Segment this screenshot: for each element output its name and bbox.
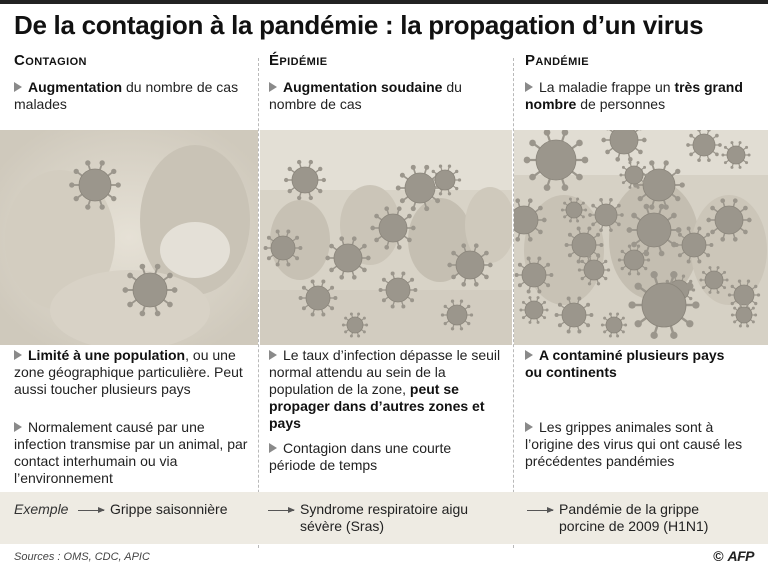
photo-illustration xyxy=(260,130,512,345)
bullet-text: Les grippes animales sont à l’origine des virus qui ont causé les précédentes pandémies xyxy=(525,419,743,469)
intro-bold: Augmentation soudaine xyxy=(283,79,443,95)
triangle-bullet-icon xyxy=(14,422,22,432)
column-epidemie xyxy=(269,52,509,113)
intro-bold: Augmentation xyxy=(28,79,123,95)
arrow-right-icon xyxy=(527,510,553,511)
column-heading: Contagion xyxy=(14,52,87,69)
bullet-text: , ou une zone géographique particulière. Peut aussi toucher plusieurs pays xyxy=(14,347,243,397)
pandemie-bullet-1 xyxy=(525,347,725,381)
triangle-bullet-icon xyxy=(269,82,277,92)
column-intro xyxy=(14,79,254,113)
column-intro xyxy=(525,79,765,113)
crowd-photo-epidemie xyxy=(260,130,512,345)
bullet-text: Contagion dans une courte période de temps xyxy=(269,440,452,473)
page-title: De la contagion à la pandémie : la propagation d’un virus xyxy=(14,10,704,40)
arrow-right-icon xyxy=(78,510,104,511)
intro-text: La maladie frappe un xyxy=(539,79,675,95)
contagion-bullet-2 xyxy=(14,419,249,487)
intro-text: du nombre de cas xyxy=(269,79,462,112)
triangle-bullet-icon xyxy=(525,350,533,360)
example-pandemie: Pandémie de la grippe porcine de 2009 (H1N1) xyxy=(559,501,709,534)
bullet-text: Normalement causé par une infection transmise par un animal, par contact interhumain ou via l’environnement xyxy=(14,419,248,486)
epidemie-bullet-1 xyxy=(269,347,507,432)
column-divider xyxy=(258,58,259,548)
column-divider xyxy=(513,58,514,548)
column-heading: Pandémie xyxy=(525,52,589,69)
triangle-bullet-icon xyxy=(14,350,22,360)
afp-credit xyxy=(713,548,754,564)
example-label: Exemple xyxy=(14,501,69,517)
triangle-bullet-icon xyxy=(14,82,22,92)
bullet-bold: A contaminé plusieurs pays ou continents xyxy=(525,347,725,380)
column-pandemie xyxy=(525,52,765,113)
crowd-photo-pandemie xyxy=(514,130,768,345)
crowd-photo-contagion xyxy=(0,130,258,345)
pandemie-bullet-2 xyxy=(525,419,760,470)
triangle-bullet-icon xyxy=(525,82,533,92)
contagion-bullet-1 xyxy=(14,347,249,398)
top-rule xyxy=(0,0,768,4)
bullet-bold: peut se propager dans d’autres zones et pays xyxy=(269,381,485,431)
bullet-bold: Limité à une population xyxy=(28,347,186,363)
afp-logo: AFP xyxy=(727,548,754,564)
arrow-right-icon xyxy=(268,510,294,511)
triangle-bullet-icon xyxy=(269,443,277,453)
intro-bold: très grand nombre xyxy=(525,79,743,112)
example-contagion: Grippe saisonnière xyxy=(110,501,228,517)
intro-tail: de personnes xyxy=(576,96,666,112)
column-heading: Épidémie xyxy=(269,52,328,69)
example-epidemie: Syndrome respiratoire aigu sévère (Sras) xyxy=(300,501,469,534)
column-intro xyxy=(269,79,509,113)
copyright-symbol: © xyxy=(713,548,724,564)
sources-note: Sources : OMS, CDC, APIC xyxy=(14,551,150,563)
intro-text: du nombre de cas malades xyxy=(14,79,239,112)
epidemie-bullet-2 xyxy=(269,440,489,474)
triangle-bullet-icon xyxy=(269,350,277,360)
triangle-bullet-icon xyxy=(525,422,533,432)
column-contagion xyxy=(14,52,254,113)
photo-illustration xyxy=(514,130,768,345)
bullet-text: Le taux d’infection dépasse le seuil normal attendu au sein de la population de la zone, xyxy=(269,347,501,397)
photo-illustration xyxy=(0,130,258,345)
